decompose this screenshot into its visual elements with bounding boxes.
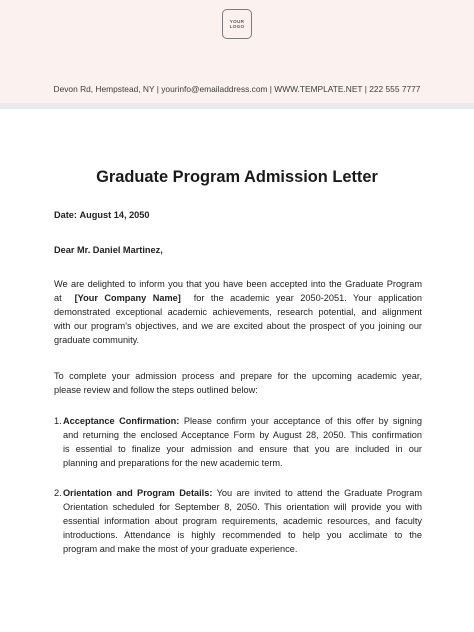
header-divider xyxy=(0,103,474,109)
salutation: Dear Mr. Daniel Martinez, xyxy=(54,245,163,255)
paragraph-steps-intro xyxy=(54,369,422,397)
paragraph-line: planning and preparations for the new academic term. xyxy=(63,458,283,469)
company-name-placeholder: [Your Company Name] xyxy=(74,293,181,304)
date-label: Date: xyxy=(54,210,77,220)
paragraph-line: essential information about program requirements, academic resources, and faculty xyxy=(63,516,422,527)
paragraph-line: graduate community. xyxy=(54,335,140,346)
list-item-acceptance xyxy=(54,414,422,470)
paragraph-line: and returning the enclosed Acceptance Form by August 28, 2050. This confirmation xyxy=(63,430,422,441)
paragraph-line: please review and follow the steps outlined below: xyxy=(54,385,258,396)
paragraph-line: Orientation scheduled for September 8, 2050. This orientation will provide you with xyxy=(63,502,422,513)
list-number: 1. xyxy=(54,416,62,426)
letterhead xyxy=(0,0,474,103)
list-heading: Orientation and Program Details: xyxy=(63,488,213,498)
paragraph-line: Orientation and Program Details: You are invited to attend the Graduate Program xyxy=(63,488,422,498)
date-value: August 14, 2050 xyxy=(79,210,150,220)
list-heading: Acceptance Confirmation: xyxy=(63,416,180,426)
letter-date xyxy=(54,208,422,222)
list-number: 2. xyxy=(54,488,62,498)
paragraph-line: To complete your admission process and prepare for the upcoming academic year, xyxy=(54,371,422,381)
paragraph-line: introductions. Attendance is highly recommended to help you acclimate to the xyxy=(63,530,422,541)
company-logo xyxy=(222,9,252,39)
logo-text-line2: LOGO xyxy=(229,24,245,29)
paragraph-line: with our program's objectives, and we are excited about the prospect of you joining our xyxy=(54,321,422,332)
paragraph-line: at [Your Company Name] for the academic year 2050-2051. Your application xyxy=(54,293,423,304)
paragraph-line: Acceptance Confirmation: Please confirm your acceptance of this offer by signing xyxy=(63,416,422,426)
paragraph-intro xyxy=(54,277,422,347)
paragraph-line: We are delighted to inform you that you have been accepted into the Graduate Program xyxy=(54,279,422,289)
contact-info: Devon Rd, Hempstead, NY | yourinfo@emailaddress.com | WWW.TEMPLATE.NET | 222 555 7777 xyxy=(53,84,421,94)
logo-text-line1: YOUR xyxy=(229,18,245,24)
paragraph-line: demonstrated exceptional academic achievements, research potential, and alignment xyxy=(54,307,422,318)
paragraph-line: program and make the most of your graduate experience. xyxy=(63,544,298,555)
paragraph-line: is essential to finalize your admission and ensure that you are included in our xyxy=(63,444,422,455)
list-item-orientation xyxy=(54,486,422,556)
letter-title: Graduate Program Admission Letter xyxy=(96,168,378,186)
